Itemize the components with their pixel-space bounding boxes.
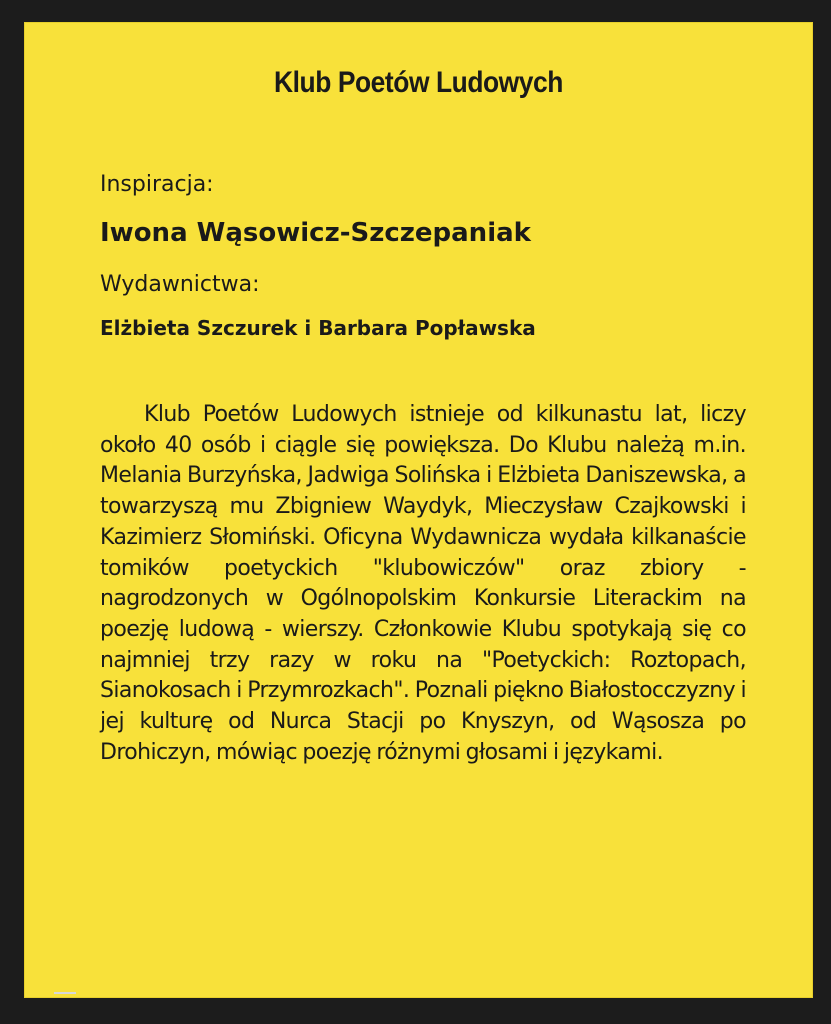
document-page bbox=[24, 22, 813, 998]
body-paragraph: Klub Poetów Ludowych istnieje od kilkunastu lat, liczy około 40 osób i ciągle się powiększa. Do Klubu należą m.in. Melania Burzyńska, Jadwiga Solińska i Elżbieta Daniszewska, a towarzyszą mu Zbigniew Waydyk, Mieczysław Czajkowski i Kazimierz Słomiński. Oficyna Wydawnicza wydała kilkanaście tomików poetyckich "klubowiczów" oraz zbiory - nagrodzonych w Ogólnopolskim Konkursie Literackim na poezję ludową - wierszy. Członkowie Klubu spotykają się co najmniej trzy razy w roku na "Poetyckich: Roztopach, Sianokosach i Przymrozkach". Poznali piękno Białostocczyzny i jej kulturę od Nurca Stacji po Knyszyn, od Wąsosza po Drohiczyn, mówiąc poezję różnymi głosami i językami. bbox=[100, 402, 746, 765]
page-title: Klub Poetów Ludowych bbox=[274, 66, 563, 99]
publishing-names: Elżbieta Szczurek i Barbara Popławska bbox=[100, 316, 536, 340]
inspiration-label: Inspiracja: bbox=[100, 172, 214, 197]
publishing-label: Wydawnictwa: bbox=[100, 272, 260, 297]
scan-mark bbox=[54, 992, 76, 994]
inspiration-name: Iwona Wąsowicz-Szczepaniak bbox=[100, 218, 531, 248]
